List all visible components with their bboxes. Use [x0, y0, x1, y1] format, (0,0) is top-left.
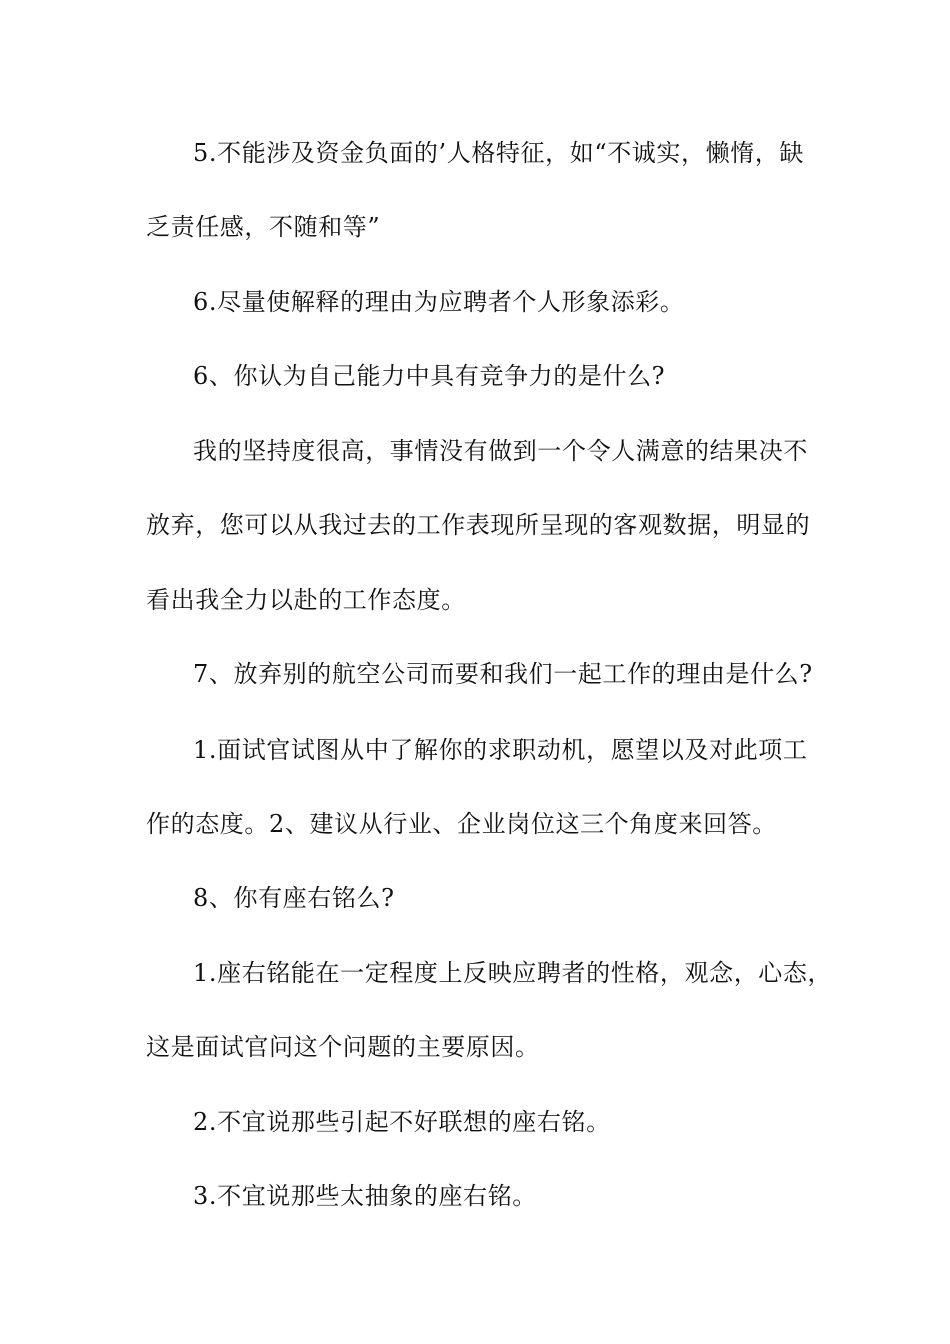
paragraph-line: 这是面试官问这个问题的主要原因。 — [146, 1033, 540, 1061]
paragraph-line: 1.座右铭能在一定程度上反映应聘者的性格，观念，心态， — [193, 959, 833, 987]
paragraph-line: 1.面试官试图从中了解你的求职动机，愿望以及对此项工 — [193, 736, 808, 764]
paragraph-line: 我的坚持度很高，事情没有做到一个令人满意的结果决不 — [193, 437, 808, 465]
paragraph-line: 5.不能涉及资金负面的’人格特征，如“不诚实，懒惰，缺 — [193, 139, 804, 167]
paragraph-line: 6.尽量使解释的理由为应聘者个人形象添彩。 — [193, 288, 685, 316]
paragraph-line: 乏责任感，不随和等” — [146, 213, 381, 241]
paragraph-line: 2.不宜说那些引起不好联想的座右铭。 — [193, 1108, 611, 1136]
paragraph-line: 看出我全力以赴的工作态度。 — [146, 586, 466, 614]
question-heading: 7、放弃别的航空公司而要和我们一起工作的理由是什么? — [193, 660, 813, 688]
paragraph-line: 3.不宜说那些太抽象的座右铭。 — [193, 1182, 537, 1210]
paragraph-line: 放弃，您可以从我过去的工作表现所呈现的客观数据，明显的 — [146, 511, 811, 539]
paragraph-line: 作的态度。2、建议从行业、企业岗位这三个角度来回答。 — [146, 810, 777, 838]
question-heading: 6、你认为自己能力中具有竞争力的是什么? — [193, 362, 666, 390]
question-heading: 8、你有座右铭么? — [193, 884, 395, 912]
